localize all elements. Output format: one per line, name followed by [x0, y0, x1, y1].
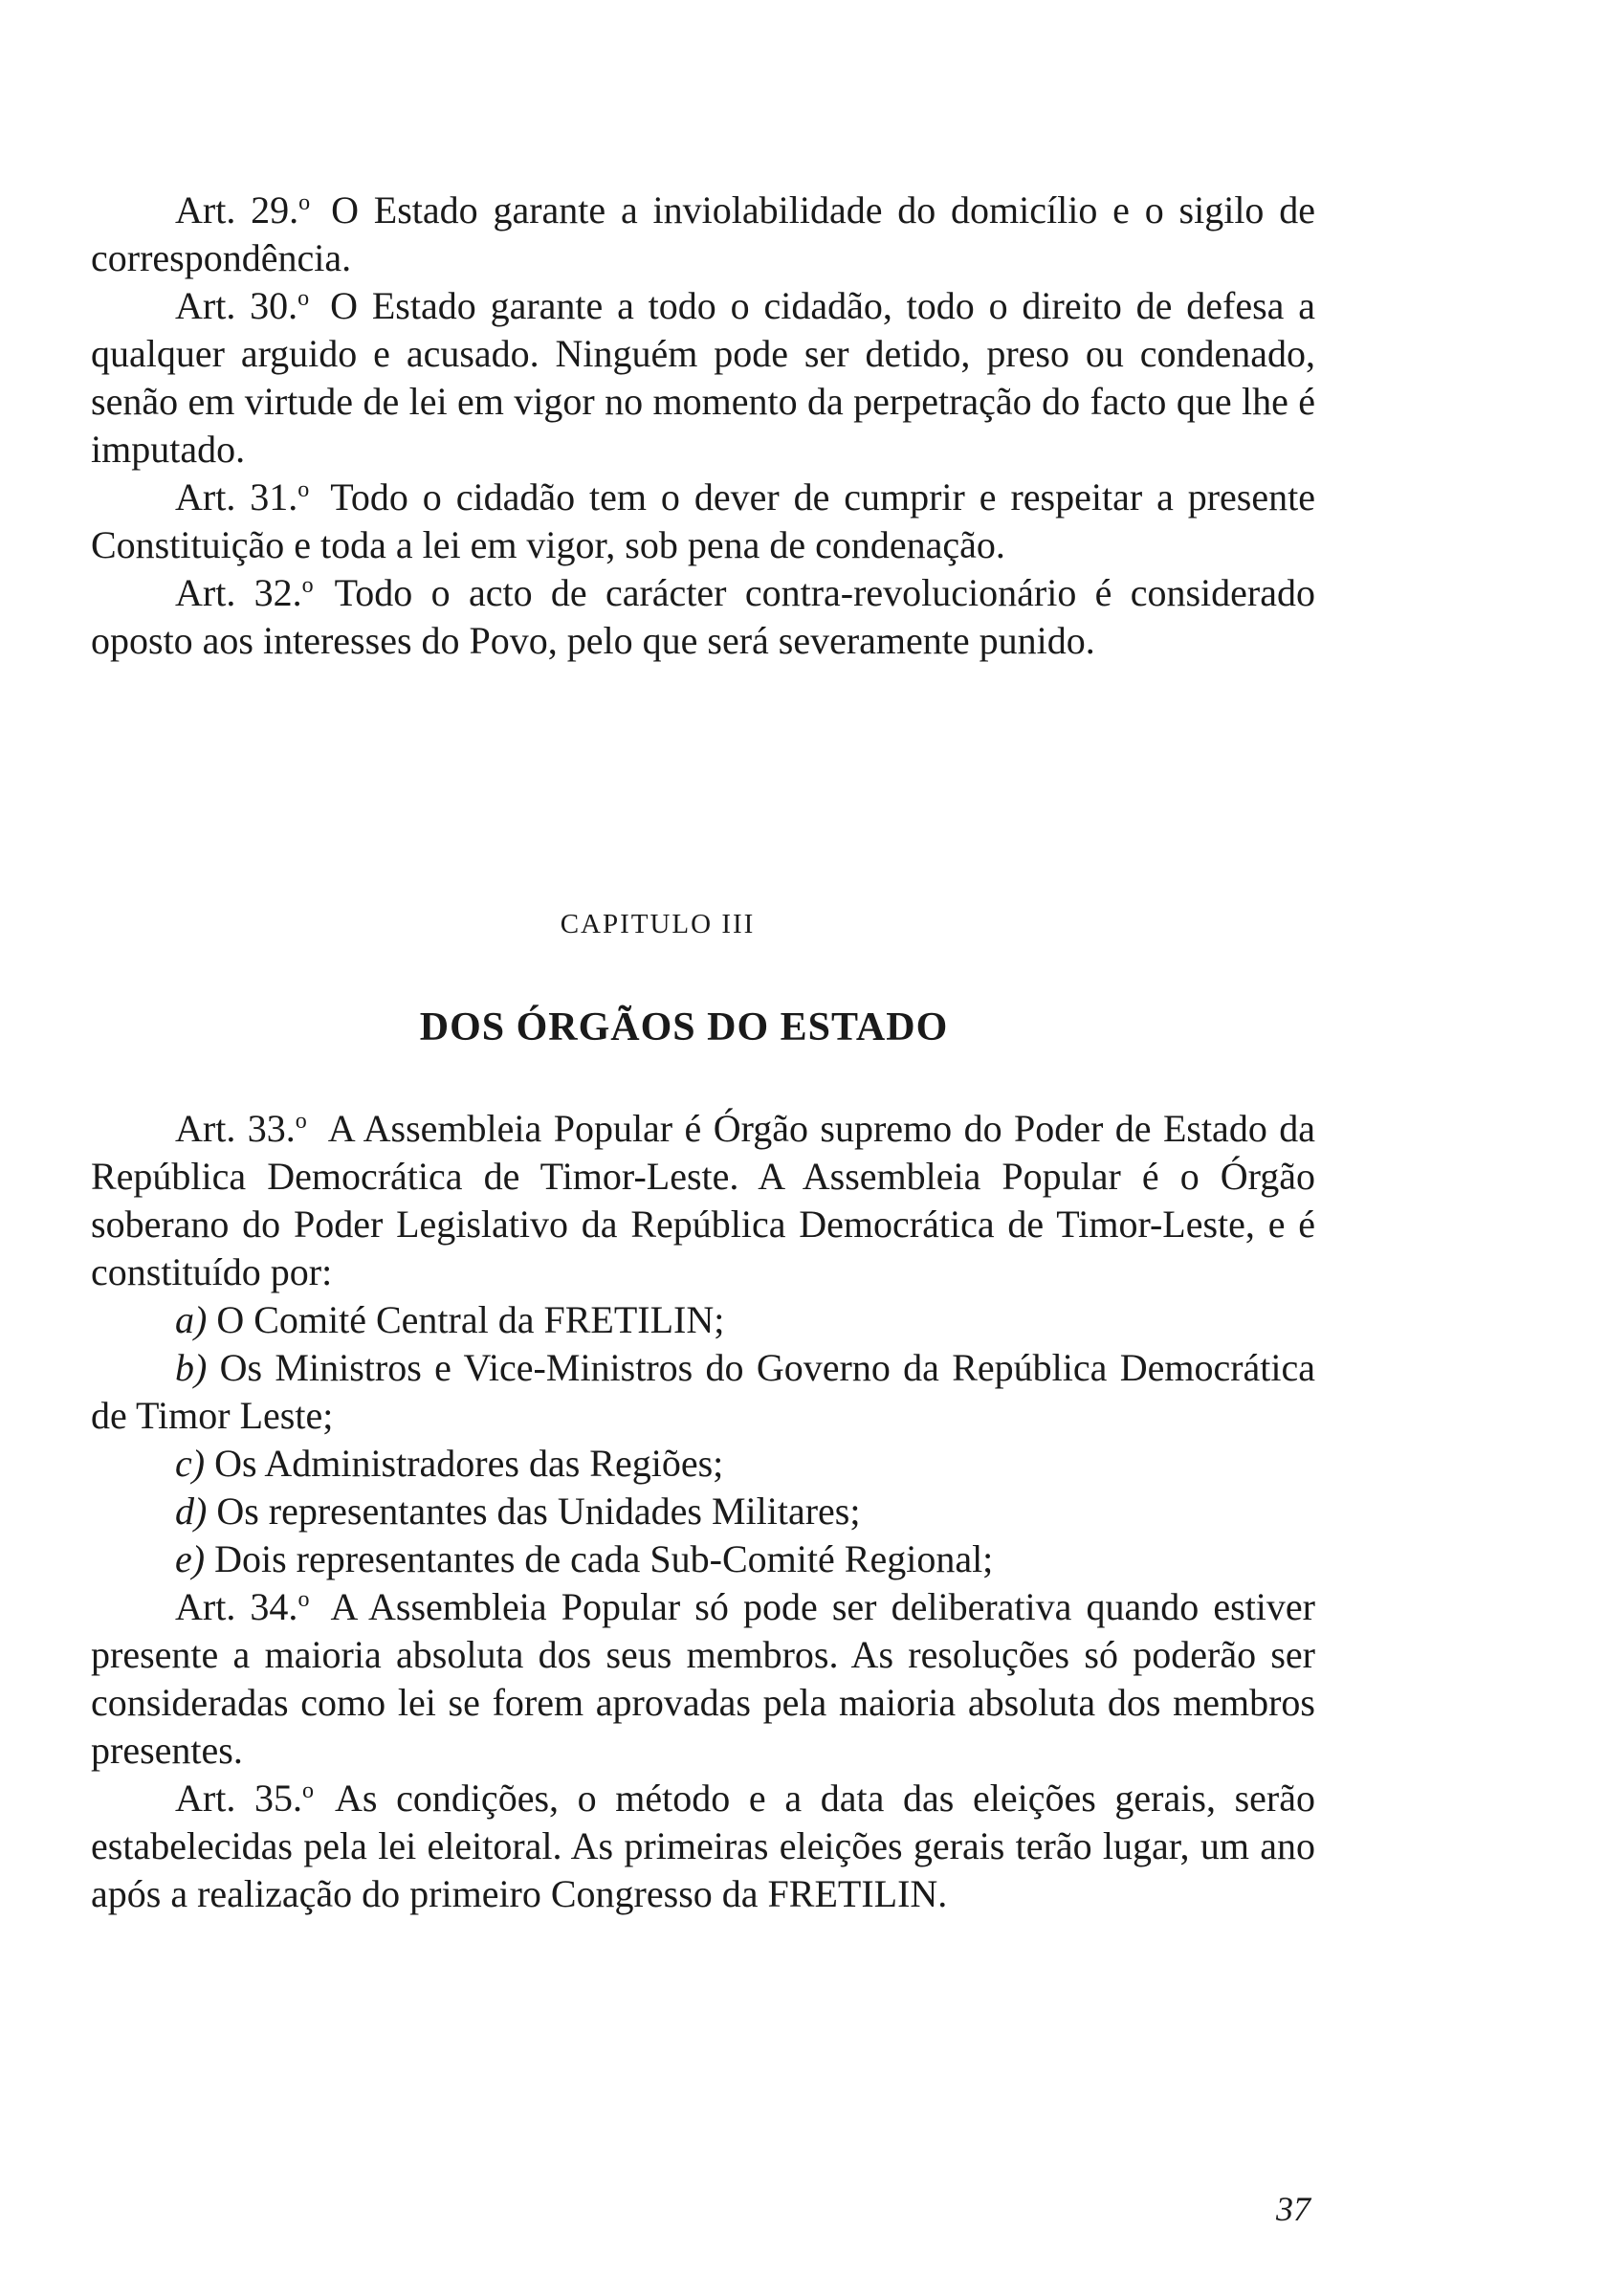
article-text: A Assembleia Popular é Órgão supremo do Poder de Estado da República Democrática de Timor-Leste. A Assembleia Popular é o Órgão soberano do Poder Legislativo da República Democrática de Timor-Leste, e é constituído por: [91, 1107, 1315, 1293]
article-number: Art. 30.$^o$ [175, 284, 310, 327]
article-paragraph [91, 1775, 1315, 1918]
list-item [91, 1535, 1315, 1583]
item-text: Dois representantes de cada Sub-Comité Regional; [214, 1537, 994, 1580]
article-text: As condições, o método e a data das eleições gerais, serão estabelecidas pela lei eleitoral. As primeiras eleições gerais terão lugar, um ano após a realização do primeiro Congresso da FRETILIN. [91, 1777, 1315, 1915]
article-paragraph [91, 282, 1315, 474]
chapter-title: DOS ÓRGÃOS DO ESTADO [419, 1005, 949, 1049]
chapter-number: CAPITULO III [560, 909, 756, 939]
article-number: Art. 35.$^o$ [175, 1777, 314, 1820]
article-paragraph [91, 474, 1315, 569]
article-paragraph [91, 569, 1315, 665]
item-letter: e) [175, 1537, 206, 1580]
articles-top-block [91, 187, 1315, 665]
articles-bottom-block [91, 1105, 1315, 1918]
article-number: Art. 33.$^o$ [175, 1107, 307, 1150]
article-text: Todo o cidadão tem o dever de cumprir e respeitar a presente Constituição e toda a lei em vigor, sob pena de condenação. [91, 475, 1315, 566]
page-number: 37 [1276, 2190, 1310, 2228]
item-text: Os Administradores das Regiões; [214, 1442, 724, 1485]
item-letter: c) [175, 1442, 206, 1485]
item-letter: d) [175, 1490, 208, 1533]
article-paragraph [91, 1583, 1315, 1775]
list-item [91, 1440, 1315, 1488]
list-item [91, 1344, 1315, 1440]
item-text: O Comité Central da FRETILIN; [216, 1298, 725, 1341]
article-number: Art. 29.$^o$ [175, 188, 311, 232]
article-text: O Estado garante a todo o cidadão, todo o direito de defesa a qualquer arguido e acusado. Ninguém pode ser detido, preso ou condenado, senão em virtude de lei em vigor no momento da perpetração do facto que lhe é imputado. [91, 284, 1315, 471]
list-item [91, 1296, 1315, 1344]
item-letter: b) [175, 1346, 208, 1389]
article-number: Art. 31.$^o$ [175, 475, 310, 519]
article-number: Art. 32.$^o$ [175, 571, 314, 614]
item-text: Os representantes das Unidades Militares; [216, 1490, 861, 1533]
article-text: A Assembleia Popular só pode ser deliberativa quando estiver presente a maioria absoluta dos seus membros. As resoluções só poderão ser consideradas como lei se forem aprovadas pela maioria absoluta dos membros presentes. [91, 1585, 1315, 1772]
article-text: Todo o acto de carácter contra-revolucionário é considerado oposto aos interesses do Povo, pelo que será severamente punido. [91, 571, 1315, 662]
article-paragraph [91, 187, 1315, 282]
article-text: O Estado garante a inviolabilidade do domicílio e o sigilo de correspondência. [91, 188, 1315, 279]
item-text: Os Ministros e Vice-Ministros do Governo da República Democrática de Timor Leste; [91, 1346, 1316, 1437]
article-paragraph [91, 1105, 1315, 1296]
article-number: Art. 34.$^o$ [175, 1585, 310, 1628]
list-item [91, 1488, 1315, 1535]
item-letter: a) [175, 1298, 208, 1341]
